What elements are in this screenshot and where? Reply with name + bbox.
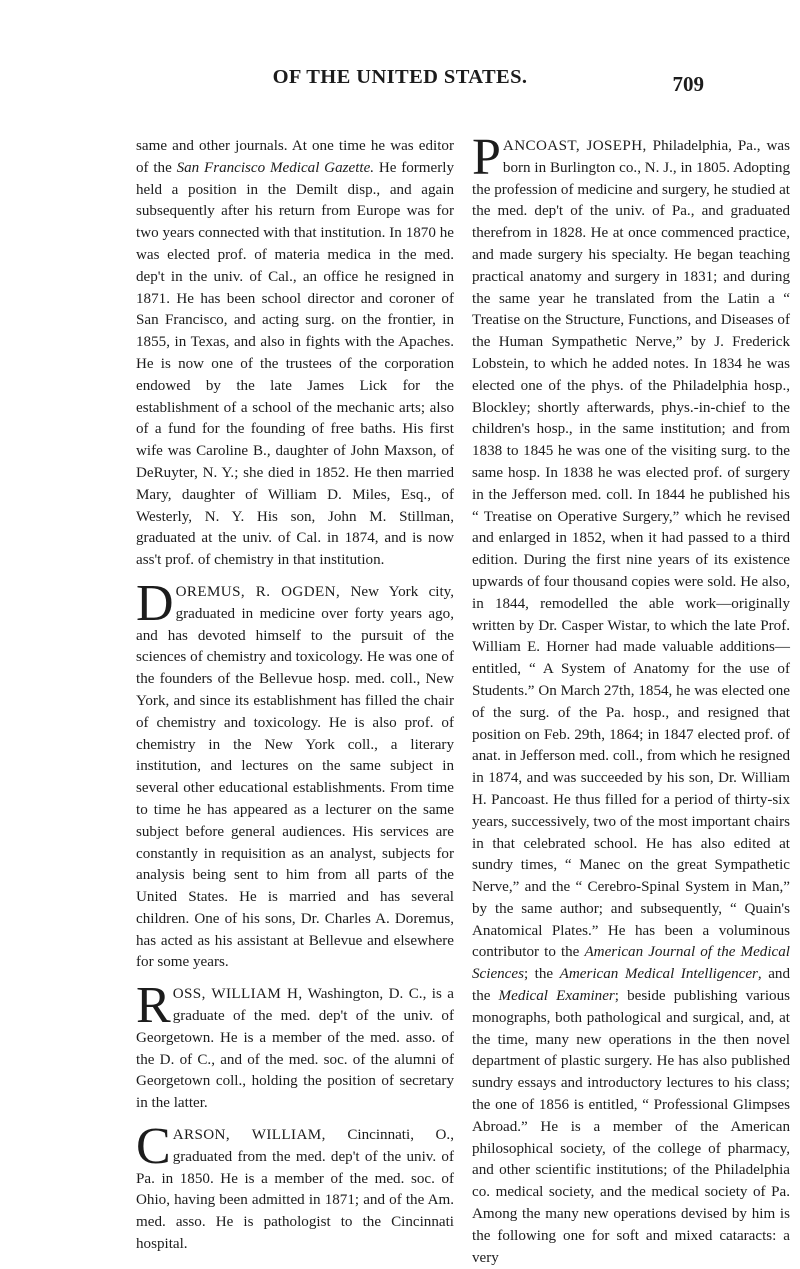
journal-title: Medical Examiner [498, 988, 615, 1005]
journal-title: American Medical Intelligencer [559, 966, 758, 983]
drop-cap: P [472, 129, 501, 186]
entry-pancoast: PANCOAST, JOSEPH, Philadelphia, Pa., was born in Burlington co., N. J., in 1805. Adopting the profession of medicine and surgery, he studied at the med. dep't of the univ. of Pa., and graduated therefrom in 1828. He at once commenced practice, and made surgery his specialty. He began teaching practical anatomy and surgery in 1831; and during the same year he translated from the Latin a “ Treatise on the Structure, Functions, and Diseases of the Human Sympathetic Nerve,” by J. Frederick Lobstein, to which he added notes. In 1834 he was elected one of the phys. of the Philadelphia hosp., Blockley; shortly afterwards, phys.-in-chief to the children's hosp., in the same institution; and from 1838 to 1845 he was one of the visiting surg. to the same hosp. In 1838 he was elected prof. of surgery in the Jefferson med. coll. In 1844 he published his “ Treatise on Operative Surgery,” which he revised and enlarged in 1852, when it had passed to a third edition. During the first nine years of its existence upwards of four thousand copies were sold. He also, in 1844, remodelled the able work—originally written by Dr. Casper Wistar, to which the late Prof. William E. Horner had made valuable additions—entitled, “ A System of Anatomy for the use of Students.” On March 27th, 1854, he was elected one of the surg. of the Pa. hosp., and resigned that position on Feb. 29th, 1864; in 1847 elected prof. of anat. in Jefferson med. coll., from which he resigned in 1874, and was succeeded by his son, Dr. William H. Pancoast. He thus filled for a period of thirty-six years, successively, two of the most important chairs in that celebrated school. He has also edited at sundry times, “ Manec on the great Sympathetic Nerve,” and the “ Cerebro-Spinal System in Man,” by the same author; and subsequently, “ Quain's Anatomical Plates.” He has been a voluminous contributor to the American Journal of the Medical Sciences; the American Medical Intelligencer, and the Medical Examiner; beside publishing various monographs, both pathological and surgical, and, at the time, many new operations in the then novel department of plastic surgery. He has also published sundry essays and introductory lectures to his class; the one of 1856 is entitled, “ Professional Glimpses Abroad.” He is a member of the American philosophical society, of the college of pharmacy, and other scientific institutions; of the Philadelphia co. medical society, and the medical society of Pa. Among the many new operations devised by him is the following one for soft and mixed cataracts: a very [472, 129, 791, 1266]
drop-cap: D [136, 574, 174, 632]
entry-text: New York city, graduated in medicine over forty years ago, and has devoted himself to the pursuit of the sciences of chemistry and toxicology. He was one of the founders of the Bellevue hosp. med. coll., New York, and since its establishment has filled the chair of chemistry and toxicology. He is also prof. of chemistry in the New York coll., a literary institution, and lectures on the same subject in several other educational establishments. From time to time he has appeared as a lecturer on the same subject before general audiences. His services are constantly in requisition as an analyst, subjects for analysis being sent to him from all parts of the United States. He is married and has several children. One of his sons, Dr. Charles A. Doremus, has acted as his assistant at Bellevue and elsewhere for some years. [136, 583, 454, 971]
right-column [472, 129, 791, 1269]
entry-carson [136, 1118, 454, 1256]
left-column [136, 136, 454, 1256]
journal-title: American Journal of the Medical Sciences [472, 944, 790, 983]
entry-continuation: same and other journals. At one time he was editor of the San Francisco Medical Gazette. He formerly held a position in the Demilt disp., and again subsequently after his return from Europe was for two years connected with that institution. In 1870 he was elected prof. of materia medica in the med. dep't in the univ. of Cal., an office he resigned in 1871. He has been school director and coroner of San Francisco, and acting surg. on the frontier, in 1855, in Texas, and also in fights with the Apaches. He is now one of the trustees of the corporation endowed by the late James Lick for the establishment of a school of the mechanic arts; also of a fund for the founding of free baths. His first wife was Caroline B., daughter of John Maxson, of DeRuyter, N. Y.; she died in 1852. He then married Mary, daughter of William D. Miles, Esq., of Westerly, N. Y. His son, John M. Stillman, graduated at the univ. of Cal. in 1874, and is now ass't prof. of chemistry in that institution. [136, 138, 455, 569]
entry-text: Cincinnati, O., graduated from the med. dep't of the univ. of Pa. in 1850. He is a member of the med. soc. of Ohio, having been admitted in 1871; and of the Am. med. asso. He is pathologist to the Cincinnati hospital. [136, 1127, 454, 1253]
journal-title: San Francisco Medical Gazette. [176, 159, 375, 176]
entry-doremus [136, 574, 454, 974]
entry-ross [136, 977, 454, 1115]
drop-cap: C [136, 1118, 171, 1176]
entry-heading: ARSON, WILLIAM, [172, 1127, 326, 1144]
entry-heading: OSS, WILLIAM H, [172, 986, 303, 1003]
entry-text: Washington, D. C., is a graduate of the med. dep't of the univ. of Georgetown. He is a member of the med. asso. of the D. of C., and of the med. soc. of the alumni of Georgetown coll., holding the position of secretary in the latter. [136, 986, 454, 1112]
entry-heading: ANCOAST, JOSEPH, [502, 138, 647, 154]
running-head: OF THE UNITED STATES. [272, 66, 528, 88]
page-number: 709 [672, 72, 704, 96]
drop-cap: R [136, 977, 171, 1035]
entry-heading: OREMUS, R. OGDEN, [175, 583, 341, 600]
